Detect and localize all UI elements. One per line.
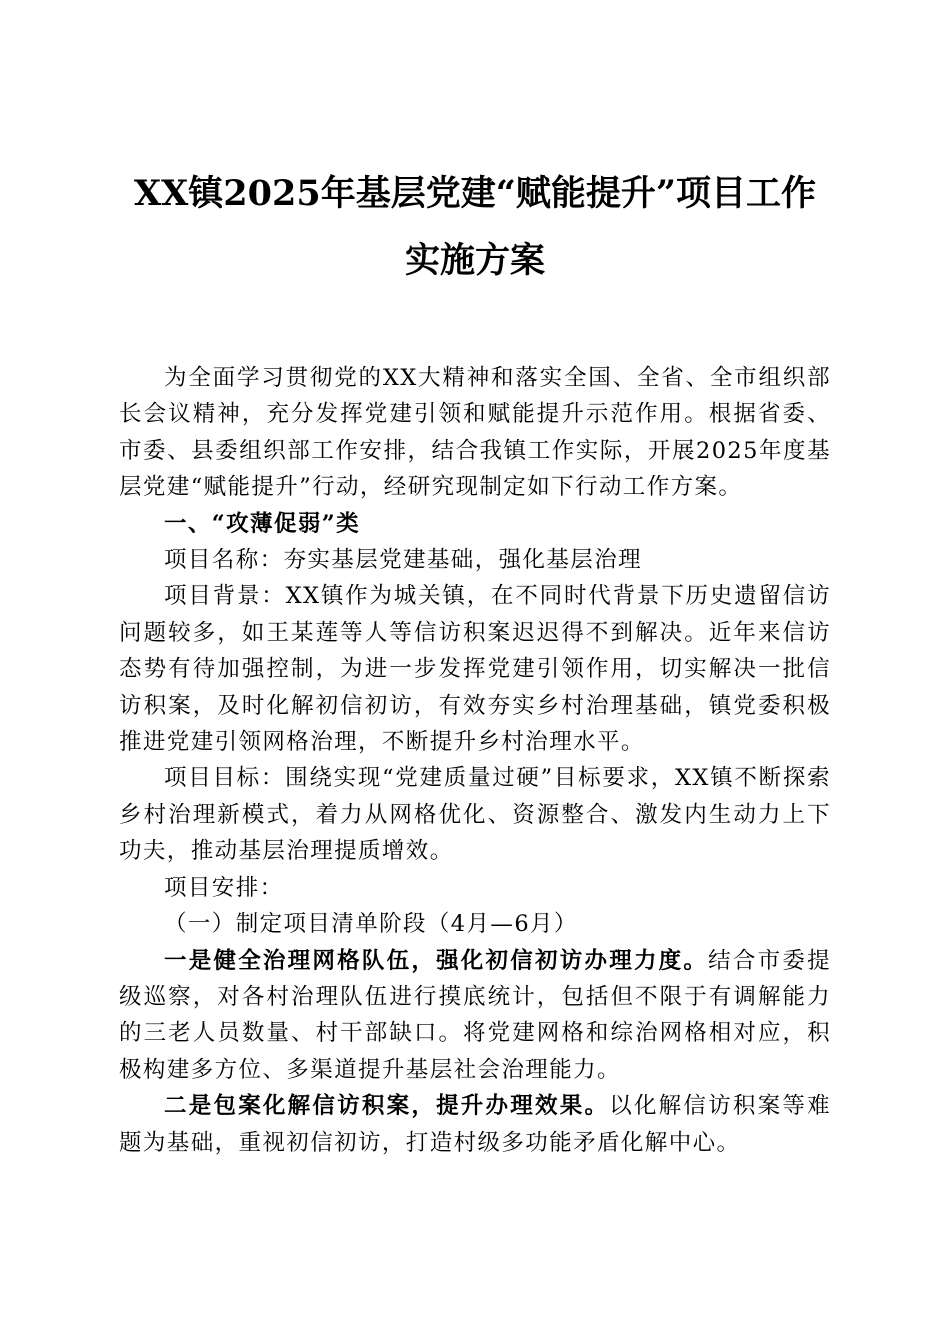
item-1-paragraph — [119, 943, 831, 1089]
document-title-line2: 实施方案 — [404, 240, 545, 281]
section-heading-1: 一、“攻薄促弱”类 — [164, 510, 360, 537]
phase-1-heading: （一）制定项目清单阶段（4月—6月） — [164, 911, 578, 938]
item-2-text: 以化解信访积案等难题为基础，重视初信初访，打造村级多功能矛盾化解中心。 — [119, 1093, 831, 1156]
item-1-text: 结合市委提级巡察，对各村治理队伍进行摸底统计，包括但不限于有调解能力的三老人员数量、村干部缺口。将党建网格和综治网格相对应，积极构建多方位、多渠道提升基层社会治理能力。 — [119, 947, 831, 1083]
project-goal-paragraph: 项目目标：围绕实现“党建质量过硬”目标要求，XX镇不断探索乡村治理新模式，着力从网格优化、资源整合、激发内生动力上下功夫，推动基层治理提质增效。 — [119, 765, 831, 865]
project-name-paragraph: 项目名称：夯实基层党建基础，强化基层治理 — [164, 547, 643, 574]
item-2-paragraph — [119, 1088, 831, 1161]
item-2-lead: 二是包案化解信访积案，提升办理效果。 — [164, 1093, 610, 1120]
intro-paragraph: 为全面学习贯彻党的XX大精神和落实全国、全省、全市组织部长会议精神，充分发挥党建引领和赋能提升示范作用。根据省委、市委、县委组织部工作安排，结合我镇工作实际，开展2025年度基层党建“赋能提升”行动，经研究现制定如下行动工作方案。 — [119, 365, 831, 501]
item-1-lead: 一是健全治理网格队伍，强化初信初访办理力度。 — [164, 947, 709, 974]
document-body — [119, 360, 831, 1161]
document-title-line1: XX镇2025年基层党建“赋能提升”项目工作 — [134, 173, 816, 214]
project-background-paragraph: 项目背景：XX镇作为城关镇，在不同时代背景下历史遗留信访问题较多，如王某莲等人等信访积案迟迟得不到解决。近年来信访态势有待加强控制，为进一步发挥党建引领作用，切实解决一批信访积案，及时化解初信初访，有效夯实乡村治理基础，镇党委积极推进党建引领网格治理，不断提升乡村治理水平。 — [119, 583, 831, 756]
project-arrangement-paragraph: 项目安排： — [164, 874, 284, 901]
